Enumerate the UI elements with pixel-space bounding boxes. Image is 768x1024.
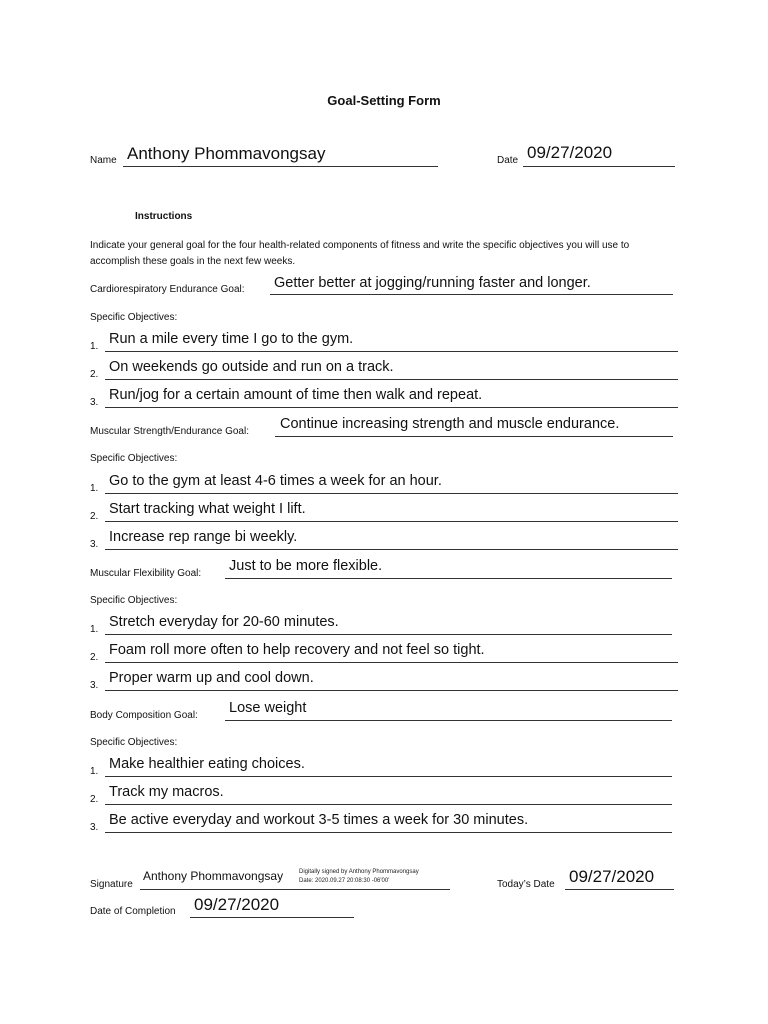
instructions-heading: Instructions — [135, 211, 193, 222]
todays-date-field[interactable]: 09/27/2020 — [569, 867, 655, 886]
objective-underline — [105, 662, 678, 663]
objective-field[interactable]: Go to the gym at least 4-6 times a week for an hour. — [109, 473, 442, 489]
strength-goal-label: Muscular Strength/Endurance Goal: — [90, 426, 249, 437]
objective-number: 2. — [90, 794, 99, 805]
instructions-text: Indicate your general goal for the four health-related components of fitness and write the specific objectives you will use to accomplish these goals in the next few weeks. — [90, 240, 630, 267]
objective-field[interactable]: Be active everyday and workout 3-5 times a week for 30 minutes. — [109, 812, 529, 828]
objective-number: 3. — [90, 397, 99, 408]
signature-label: Signature — [90, 879, 133, 890]
objective-field[interactable]: Stretch everyday for 20-60 minutes. — [109, 614, 339, 630]
objective-number: 2. — [90, 511, 99, 522]
objective-number: 3. — [90, 539, 99, 550]
objective-field[interactable]: Track my macros. — [109, 784, 224, 800]
cardio-goal-underline — [270, 294, 673, 295]
objective-underline — [105, 634, 672, 635]
objective-field[interactable]: Make healthier eating choices. — [109, 756, 305, 772]
date-underline — [523, 166, 675, 167]
objective-underline — [105, 493, 678, 494]
name-underline — [123, 166, 438, 167]
completion-date-underline — [190, 917, 354, 918]
objective-number: 1. — [90, 624, 99, 635]
objective-underline — [105, 351, 678, 352]
objective-number: 2. — [90, 369, 99, 380]
signature-field[interactable]: Anthony Phommavongsay — [143, 869, 284, 883]
body-comp-goal-underline — [225, 720, 672, 721]
form-title: Goal-Setting Form — [327, 93, 441, 108]
body-comp-goal-label: Body Composition Goal: — [90, 710, 198, 721]
todays-date-label: Today’s Date — [497, 879, 555, 890]
objective-underline — [105, 407, 678, 408]
objective-field[interactable]: Run a mile every time I go to the gym. — [109, 331, 354, 347]
body-comp-goal-field[interactable]: Lose weight — [229, 700, 307, 716]
cardio-goal-label: Cardiorespiratory Endurance Goal: — [90, 284, 245, 295]
specific-objectives-label: Specific Objectives: — [90, 453, 178, 464]
specific-objectives-label: Specific Objectives: — [90, 595, 178, 606]
cardio-goal-field[interactable]: Getter better at jogging/running faster and longer. — [274, 275, 591, 291]
objective-field[interactable]: On weekends go outside and run on a track. — [109, 359, 394, 375]
objective-underline — [105, 379, 678, 380]
strength-goal-field[interactable]: Continue increasing strength and muscle endurance. — [280, 416, 620, 432]
completion-date-field[interactable]: 09/27/2020 — [194, 895, 280, 914]
name-label: Name — [90, 155, 117, 166]
objective-number: 1. — [90, 341, 99, 352]
digital-signature-line-2: Date: 2020.09.27 20:08:30 -06'00' — [299, 878, 390, 884]
objective-number: 3. — [90, 822, 99, 833]
digital-signature-line-1: Digitally signed by Anthony Phommavongsay — [299, 869, 419, 875]
signature-underline — [140, 889, 450, 890]
objective-number: 1. — [90, 483, 99, 494]
completion-date-label: Date of Completion — [90, 906, 176, 917]
objective-field[interactable]: Run/jog for a certain amount of time then walk and repeat. — [109, 387, 483, 403]
objective-underline — [105, 549, 678, 550]
flexibility-goal-label: Muscular Flexibility Goal: — [90, 568, 202, 579]
flexibility-goal-underline — [225, 578, 672, 579]
flexibility-goal-field[interactable]: Just to be more flexible. — [229, 558, 383, 574]
objective-underline — [105, 521, 678, 522]
objective-field[interactable]: Foam roll more often to help recovery and not feel so tight. — [109, 642, 485, 658]
objective-underline — [105, 776, 672, 777]
objective-underline — [105, 832, 672, 833]
todays-date-underline — [565, 889, 674, 890]
name-field[interactable]: Anthony Phommavongsay — [127, 144, 326, 163]
objective-field[interactable]: Proper warm up and cool down. — [109, 670, 314, 686]
objective-underline — [105, 690, 678, 691]
objective-number: 2. — [90, 652, 99, 663]
date-field[interactable]: 09/27/2020 — [527, 143, 613, 162]
objective-field[interactable]: Start tracking what weight I lift. — [109, 501, 306, 517]
date-label: Date — [497, 155, 519, 166]
objective-underline — [105, 804, 672, 805]
specific-objectives-label: Specific Objectives: — [90, 737, 178, 748]
objective-field[interactable]: Increase rep range bi weekly. — [109, 529, 298, 545]
strength-goal-underline — [275, 436, 673, 437]
objective-number: 1. — [90, 766, 99, 777]
objective-number: 3. — [90, 680, 99, 691]
specific-objectives-label: Specific Objectives: — [90, 312, 178, 323]
